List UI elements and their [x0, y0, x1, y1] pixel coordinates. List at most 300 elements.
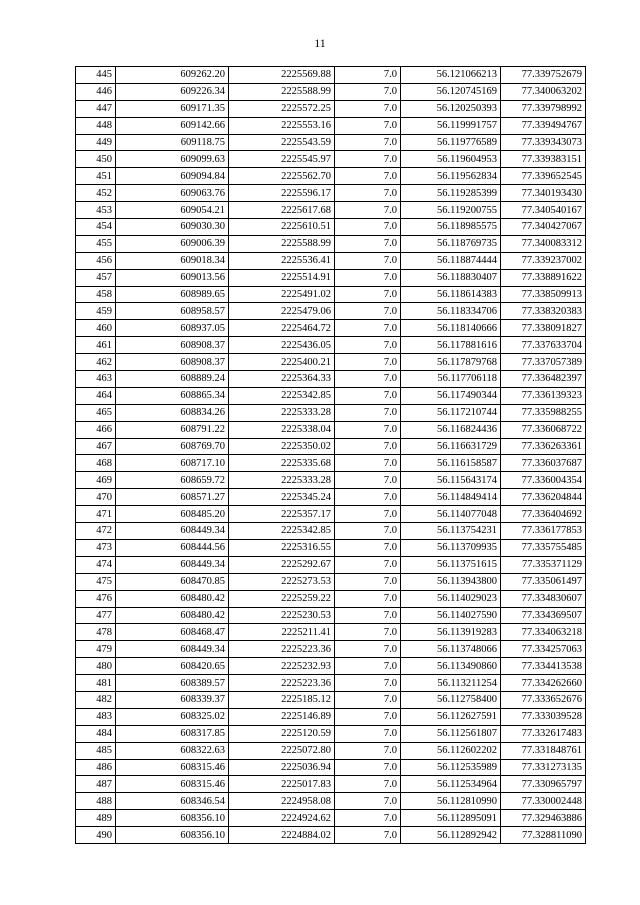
- longitude-cell: 77.336404692: [501, 506, 586, 523]
- accuracy-cell: 7.0: [335, 320, 401, 337]
- y-coordinate-cell: 2225553.16: [229, 117, 335, 134]
- table-row: [76, 624, 586, 641]
- longitude-cell: 77.336263361: [501, 438, 586, 455]
- point-number-cell: 456: [76, 252, 116, 269]
- latitude-cell: 56.113754231: [401, 523, 501, 540]
- longitude-cell: 77.339798992: [501, 100, 586, 117]
- accuracy-cell: 7.0: [335, 134, 401, 151]
- latitude-cell: 56.119604953: [401, 151, 501, 168]
- table-row: [76, 455, 586, 472]
- latitude-cell: 56.117706118: [401, 371, 501, 388]
- longitude-cell: 77.340427067: [501, 219, 586, 236]
- point-number-cell: 464: [76, 387, 116, 404]
- latitude-cell: 56.119562834: [401, 168, 501, 185]
- longitude-cell: 77.340193430: [501, 185, 586, 202]
- longitude-cell: 77.339652545: [501, 168, 586, 185]
- table-row: [76, 523, 586, 540]
- table-row: [76, 506, 586, 523]
- table-row: [76, 151, 586, 168]
- x-coordinate-cell: 608908.37: [116, 354, 229, 371]
- table-row: [76, 742, 586, 759]
- accuracy-cell: 7.0: [335, 539, 401, 556]
- accuracy-cell: 7.0: [335, 371, 401, 388]
- table-row: [76, 219, 586, 236]
- point-number-cell: 475: [76, 573, 116, 590]
- y-coordinate-cell: 2225333.28: [229, 404, 335, 421]
- point-number-cell: 488: [76, 793, 116, 810]
- latitude-cell: 56.112602202: [401, 742, 501, 759]
- latitude-cell: 56.112892942: [401, 827, 501, 844]
- table-row: [76, 100, 586, 117]
- point-number-cell: 460: [76, 320, 116, 337]
- point-number-cell: 482: [76, 691, 116, 708]
- latitude-cell: 56.113943800: [401, 573, 501, 590]
- x-coordinate-cell: 608834.26: [116, 404, 229, 421]
- point-number-cell: 483: [76, 708, 116, 725]
- longitude-cell: 77.335371129: [501, 556, 586, 573]
- y-coordinate-cell: 2225185.12: [229, 691, 335, 708]
- accuracy-cell: 7.0: [335, 83, 401, 100]
- latitude-cell: 56.118614383: [401, 286, 501, 303]
- point-number-cell: 480: [76, 658, 116, 675]
- y-coordinate-cell: 2225316.55: [229, 539, 335, 556]
- table-row: [76, 83, 586, 100]
- table-row: [76, 202, 586, 219]
- point-number-cell: 474: [76, 556, 116, 573]
- table-row: [76, 472, 586, 489]
- point-number-cell: 472: [76, 523, 116, 540]
- accuracy-cell: 7.0: [335, 303, 401, 320]
- y-coordinate-cell: 2225292.67: [229, 556, 335, 573]
- longitude-cell: 77.338091827: [501, 320, 586, 337]
- accuracy-cell: 7.0: [335, 708, 401, 725]
- accuracy-cell: 7.0: [335, 590, 401, 607]
- x-coordinate-cell: 608315.46: [116, 759, 229, 776]
- table-row: [76, 134, 586, 151]
- x-coordinate-cell: 608449.34: [116, 556, 229, 573]
- longitude-cell: 77.335755485: [501, 539, 586, 556]
- point-number-cell: 451: [76, 168, 116, 185]
- table-row: [76, 556, 586, 573]
- table-row: [76, 725, 586, 742]
- latitude-cell: 56.118769735: [401, 235, 501, 252]
- table-row: [76, 320, 586, 337]
- x-coordinate-cell: 609054.21: [116, 202, 229, 219]
- y-coordinate-cell: 2225588.99: [229, 235, 335, 252]
- latitude-cell: 56.116824436: [401, 421, 501, 438]
- x-coordinate-cell: 608356.10: [116, 810, 229, 827]
- point-number-cell: 459: [76, 303, 116, 320]
- table-row: [76, 252, 586, 269]
- latitude-cell: 56.117879768: [401, 354, 501, 371]
- latitude-cell: 56.115643174: [401, 472, 501, 489]
- y-coordinate-cell: 2225545.97: [229, 151, 335, 168]
- accuracy-cell: 7.0: [335, 202, 401, 219]
- table-row: [76, 303, 586, 320]
- point-number-cell: 458: [76, 286, 116, 303]
- x-coordinate-cell: 608480.42: [116, 590, 229, 607]
- table-row: [76, 658, 586, 675]
- latitude-cell: 56.118985575: [401, 219, 501, 236]
- x-coordinate-cell: 608420.65: [116, 658, 229, 675]
- latitude-cell: 56.118140666: [401, 320, 501, 337]
- x-coordinate-cell: 609006.39: [116, 235, 229, 252]
- latitude-cell: 56.119776589: [401, 134, 501, 151]
- x-coordinate-cell: 608889.24: [116, 371, 229, 388]
- latitude-cell: 56.112534964: [401, 776, 501, 793]
- x-coordinate-cell: 608937.05: [116, 320, 229, 337]
- latitude-cell: 56.112535989: [401, 759, 501, 776]
- point-number-cell: 471: [76, 506, 116, 523]
- table-row: [76, 810, 586, 827]
- longitude-cell: 77.334262660: [501, 675, 586, 692]
- x-coordinate-cell: 608865.34: [116, 387, 229, 404]
- accuracy-cell: 7.0: [335, 168, 401, 185]
- y-coordinate-cell: 2225120.59: [229, 725, 335, 742]
- accuracy-cell: 7.0: [335, 185, 401, 202]
- point-number-cell: 452: [76, 185, 116, 202]
- latitude-cell: 56.113751615: [401, 556, 501, 573]
- latitude-cell: 56.114077048: [401, 506, 501, 523]
- latitude-cell: 56.114027590: [401, 607, 501, 624]
- latitude-cell: 56.112758400: [401, 691, 501, 708]
- point-number-cell: 476: [76, 590, 116, 607]
- latitude-cell: 56.120745169: [401, 83, 501, 100]
- accuracy-cell: 7.0: [335, 523, 401, 540]
- x-coordinate-cell: 609142.66: [116, 117, 229, 134]
- x-coordinate-cell: 608908.37: [116, 337, 229, 354]
- y-coordinate-cell: 2225617.68: [229, 202, 335, 219]
- latitude-cell: 56.118874444: [401, 252, 501, 269]
- accuracy-cell: 7.0: [335, 472, 401, 489]
- longitude-cell: 77.336177853: [501, 523, 586, 540]
- y-coordinate-cell: 2225569.88: [229, 67, 335, 84]
- y-coordinate-cell: 2225596.17: [229, 185, 335, 202]
- longitude-cell: 77.338509913: [501, 286, 586, 303]
- x-coordinate-cell: 608659.72: [116, 472, 229, 489]
- point-number-cell: 461: [76, 337, 116, 354]
- table-row: [76, 827, 586, 844]
- longitude-cell: 77.329463886: [501, 810, 586, 827]
- y-coordinate-cell: 2225572.25: [229, 100, 335, 117]
- accuracy-cell: 7.0: [335, 658, 401, 675]
- accuracy-cell: 7.0: [335, 607, 401, 624]
- x-coordinate-cell: 609099.63: [116, 151, 229, 168]
- x-coordinate-cell: 608449.34: [116, 641, 229, 658]
- x-coordinate-cell: 609226.34: [116, 83, 229, 100]
- table-row: [76, 708, 586, 725]
- accuracy-cell: 7.0: [335, 286, 401, 303]
- x-coordinate-cell: 609030.30: [116, 219, 229, 236]
- x-coordinate-cell: 609171.35: [116, 100, 229, 117]
- accuracy-cell: 7.0: [335, 793, 401, 810]
- longitude-cell: 77.331848761: [501, 742, 586, 759]
- y-coordinate-cell: 2225357.17: [229, 506, 335, 523]
- table-row: [76, 489, 586, 506]
- x-coordinate-cell: 608346.54: [116, 793, 229, 810]
- y-coordinate-cell: 2225017.83: [229, 776, 335, 793]
- accuracy-cell: 7.0: [335, 337, 401, 354]
- accuracy-cell: 7.0: [335, 438, 401, 455]
- y-coordinate-cell: 2225072.80: [229, 742, 335, 759]
- latitude-cell: 56.116631729: [401, 438, 501, 455]
- longitude-cell: 77.335061497: [501, 573, 586, 590]
- accuracy-cell: 7.0: [335, 675, 401, 692]
- x-coordinate-cell: 608317.85: [116, 725, 229, 742]
- point-number-cell: 469: [76, 472, 116, 489]
- table-row: [76, 67, 586, 84]
- x-coordinate-cell: 608717.10: [116, 455, 229, 472]
- latitude-cell: 56.117881616: [401, 337, 501, 354]
- latitude-cell: 56.113211254: [401, 675, 501, 692]
- latitude-cell: 56.117490344: [401, 387, 501, 404]
- y-coordinate-cell: 2225338.04: [229, 421, 335, 438]
- y-coordinate-cell: 2224884.02: [229, 827, 335, 844]
- accuracy-cell: 7.0: [335, 742, 401, 759]
- point-number-cell: 447: [76, 100, 116, 117]
- x-coordinate-cell: 609013.56: [116, 269, 229, 286]
- point-number-cell: 473: [76, 539, 116, 556]
- y-coordinate-cell: 2225588.99: [229, 83, 335, 100]
- point-number-cell: 446: [76, 83, 116, 100]
- longitude-cell: 77.335988255: [501, 404, 586, 421]
- x-coordinate-cell: 608468.47: [116, 624, 229, 641]
- x-coordinate-cell: 609262.20: [116, 67, 229, 84]
- point-number-cell: 468: [76, 455, 116, 472]
- point-number-cell: 477: [76, 607, 116, 624]
- table-row: [76, 691, 586, 708]
- longitude-cell: 77.330965797: [501, 776, 586, 793]
- point-number-cell: 463: [76, 371, 116, 388]
- table-row: [76, 387, 586, 404]
- point-number-cell: 470: [76, 489, 116, 506]
- accuracy-cell: 7.0: [335, 624, 401, 641]
- latitude-cell: 56.112627591: [401, 708, 501, 725]
- accuracy-cell: 7.0: [335, 100, 401, 117]
- coordinates-table: [75, 66, 586, 844]
- latitude-cell: 56.118334706: [401, 303, 501, 320]
- accuracy-cell: 7.0: [335, 455, 401, 472]
- y-coordinate-cell: 2225400.21: [229, 354, 335, 371]
- point-number-cell: 489: [76, 810, 116, 827]
- table-body: [76, 67, 586, 844]
- point-number-cell: 465: [76, 404, 116, 421]
- y-coordinate-cell: 2225543.59: [229, 134, 335, 151]
- accuracy-cell: 7.0: [335, 235, 401, 252]
- longitude-cell: 77.336204844: [501, 489, 586, 506]
- longitude-cell: 77.332617483: [501, 725, 586, 742]
- x-coordinate-cell: 608339.37: [116, 691, 229, 708]
- latitude-cell: 56.119285399: [401, 185, 501, 202]
- latitude-cell: 56.112810990: [401, 793, 501, 810]
- longitude-cell: 77.333652676: [501, 691, 586, 708]
- table-row: [76, 269, 586, 286]
- longitude-cell: 77.334413538: [501, 658, 586, 675]
- table-row: [76, 354, 586, 371]
- x-coordinate-cell: 609063.76: [116, 185, 229, 202]
- y-coordinate-cell: 2225259.22: [229, 590, 335, 607]
- x-coordinate-cell: 608769.70: [116, 438, 229, 455]
- table-row: [76, 235, 586, 252]
- table-row: [76, 404, 586, 421]
- point-number-cell: 448: [76, 117, 116, 134]
- longitude-cell: 77.333039528: [501, 708, 586, 725]
- y-coordinate-cell: 2225230.53: [229, 607, 335, 624]
- accuracy-cell: 7.0: [335, 67, 401, 84]
- accuracy-cell: 7.0: [335, 810, 401, 827]
- point-number-cell: 449: [76, 134, 116, 151]
- accuracy-cell: 7.0: [335, 573, 401, 590]
- longitude-cell: 77.340083312: [501, 235, 586, 252]
- page-number: 11: [314, 36, 326, 50]
- x-coordinate-cell: 608322.63: [116, 742, 229, 759]
- accuracy-cell: 7.0: [335, 252, 401, 269]
- accuracy-cell: 7.0: [335, 219, 401, 236]
- table-row: [76, 793, 586, 810]
- latitude-cell: 56.119200755: [401, 202, 501, 219]
- longitude-cell: 77.340540167: [501, 202, 586, 219]
- longitude-cell: 77.340063202: [501, 83, 586, 100]
- accuracy-cell: 7.0: [335, 354, 401, 371]
- point-number-cell: 445: [76, 67, 116, 84]
- x-coordinate-cell: 609094.84: [116, 168, 229, 185]
- accuracy-cell: 7.0: [335, 421, 401, 438]
- point-number-cell: 467: [76, 438, 116, 455]
- x-coordinate-cell: 608571.27: [116, 489, 229, 506]
- y-coordinate-cell: 2225342.85: [229, 387, 335, 404]
- table-row: [76, 371, 586, 388]
- table-row: [76, 573, 586, 590]
- accuracy-cell: 7.0: [335, 151, 401, 168]
- longitude-cell: 77.334830607: [501, 590, 586, 607]
- longitude-cell: 77.336037687: [501, 455, 586, 472]
- longitude-cell: 77.338891622: [501, 269, 586, 286]
- table-row: [76, 776, 586, 793]
- x-coordinate-cell: 609118.75: [116, 134, 229, 151]
- table-row: [76, 421, 586, 438]
- y-coordinate-cell: 2225350.02: [229, 438, 335, 455]
- y-coordinate-cell: 2225536.41: [229, 252, 335, 269]
- longitude-cell: 77.337057389: [501, 354, 586, 371]
- table-row: [76, 759, 586, 776]
- x-coordinate-cell: 608449.34: [116, 523, 229, 540]
- y-coordinate-cell: 2225342.85: [229, 523, 335, 540]
- point-number-cell: 485: [76, 742, 116, 759]
- y-coordinate-cell: 2225223.36: [229, 675, 335, 692]
- accuracy-cell: 7.0: [335, 506, 401, 523]
- point-number-cell: 481: [76, 675, 116, 692]
- y-coordinate-cell: 2225479.06: [229, 303, 335, 320]
- x-coordinate-cell: 609018.34: [116, 252, 229, 269]
- latitude-cell: 56.116158587: [401, 455, 501, 472]
- latitude-cell: 56.118830407: [401, 269, 501, 286]
- point-number-cell: 479: [76, 641, 116, 658]
- y-coordinate-cell: 2225036.94: [229, 759, 335, 776]
- latitude-cell: 56.119991757: [401, 117, 501, 134]
- y-coordinate-cell: 2225211.41: [229, 624, 335, 641]
- y-coordinate-cell: 2225223.36: [229, 641, 335, 658]
- table-row: [76, 539, 586, 556]
- longitude-cell: 77.328811090: [501, 827, 586, 844]
- latitude-cell: 56.114029023: [401, 590, 501, 607]
- point-number-cell: 462: [76, 354, 116, 371]
- latitude-cell: 56.120250393: [401, 100, 501, 117]
- longitude-cell: 77.334369507: [501, 607, 586, 624]
- latitude-cell: 56.114849414: [401, 489, 501, 506]
- latitude-cell: 56.121066213: [401, 67, 501, 84]
- y-coordinate-cell: 2225364.33: [229, 371, 335, 388]
- x-coordinate-cell: 608325.02: [116, 708, 229, 725]
- longitude-cell: 77.330002448: [501, 793, 586, 810]
- point-number-cell: 487: [76, 776, 116, 793]
- accuracy-cell: 7.0: [335, 691, 401, 708]
- accuracy-cell: 7.0: [335, 117, 401, 134]
- table-row: [76, 337, 586, 354]
- table-row: [76, 438, 586, 455]
- point-number-cell: 490: [76, 827, 116, 844]
- point-number-cell: 478: [76, 624, 116, 641]
- y-coordinate-cell: 2225345.24: [229, 489, 335, 506]
- longitude-cell: 77.336139323: [501, 387, 586, 404]
- accuracy-cell: 7.0: [335, 776, 401, 793]
- y-coordinate-cell: 2225273.53: [229, 573, 335, 590]
- point-number-cell: 454: [76, 219, 116, 236]
- longitude-cell: 77.336482397: [501, 371, 586, 388]
- y-coordinate-cell: 2225491.02: [229, 286, 335, 303]
- latitude-cell: 56.112561807: [401, 725, 501, 742]
- accuracy-cell: 7.0: [335, 489, 401, 506]
- point-number-cell: 450: [76, 151, 116, 168]
- x-coordinate-cell: 608989.65: [116, 286, 229, 303]
- x-coordinate-cell: 608470.85: [116, 573, 229, 590]
- latitude-cell: 56.113490860: [401, 658, 501, 675]
- y-coordinate-cell: 2225436.05: [229, 337, 335, 354]
- point-number-cell: 453: [76, 202, 116, 219]
- x-coordinate-cell: 608389.57: [116, 675, 229, 692]
- latitude-cell: 56.113709935: [401, 539, 501, 556]
- longitude-cell: 77.339343073: [501, 134, 586, 151]
- longitude-cell: 77.336004354: [501, 472, 586, 489]
- longitude-cell: 77.336068722: [501, 421, 586, 438]
- longitude-cell: 77.337633704: [501, 337, 586, 354]
- longitude-cell: 77.339237002: [501, 252, 586, 269]
- longitude-cell: 77.334257063: [501, 641, 586, 658]
- table-row: [76, 590, 586, 607]
- x-coordinate-cell: 608315.46: [116, 776, 229, 793]
- x-coordinate-cell: 608444.56: [116, 539, 229, 556]
- point-number-cell: 486: [76, 759, 116, 776]
- x-coordinate-cell: 608480.42: [116, 607, 229, 624]
- y-coordinate-cell: 2225464.72: [229, 320, 335, 337]
- longitude-cell: 77.339383151: [501, 151, 586, 168]
- table-row: [76, 168, 586, 185]
- y-coordinate-cell: 2225232.93: [229, 658, 335, 675]
- longitude-cell: 77.339494767: [501, 117, 586, 134]
- y-coordinate-cell: 2225333.28: [229, 472, 335, 489]
- latitude-cell: 56.112895091: [401, 810, 501, 827]
- y-coordinate-cell: 2225514.91: [229, 269, 335, 286]
- longitude-cell: 77.331273135: [501, 759, 586, 776]
- y-coordinate-cell: 2224924.62: [229, 810, 335, 827]
- table-row: [76, 607, 586, 624]
- accuracy-cell: 7.0: [335, 827, 401, 844]
- table-row: [76, 117, 586, 134]
- y-coordinate-cell: 2225146.89: [229, 708, 335, 725]
- accuracy-cell: 7.0: [335, 387, 401, 404]
- latitude-cell: 56.117210744: [401, 404, 501, 421]
- accuracy-cell: 7.0: [335, 759, 401, 776]
- latitude-cell: 56.113919283: [401, 624, 501, 641]
